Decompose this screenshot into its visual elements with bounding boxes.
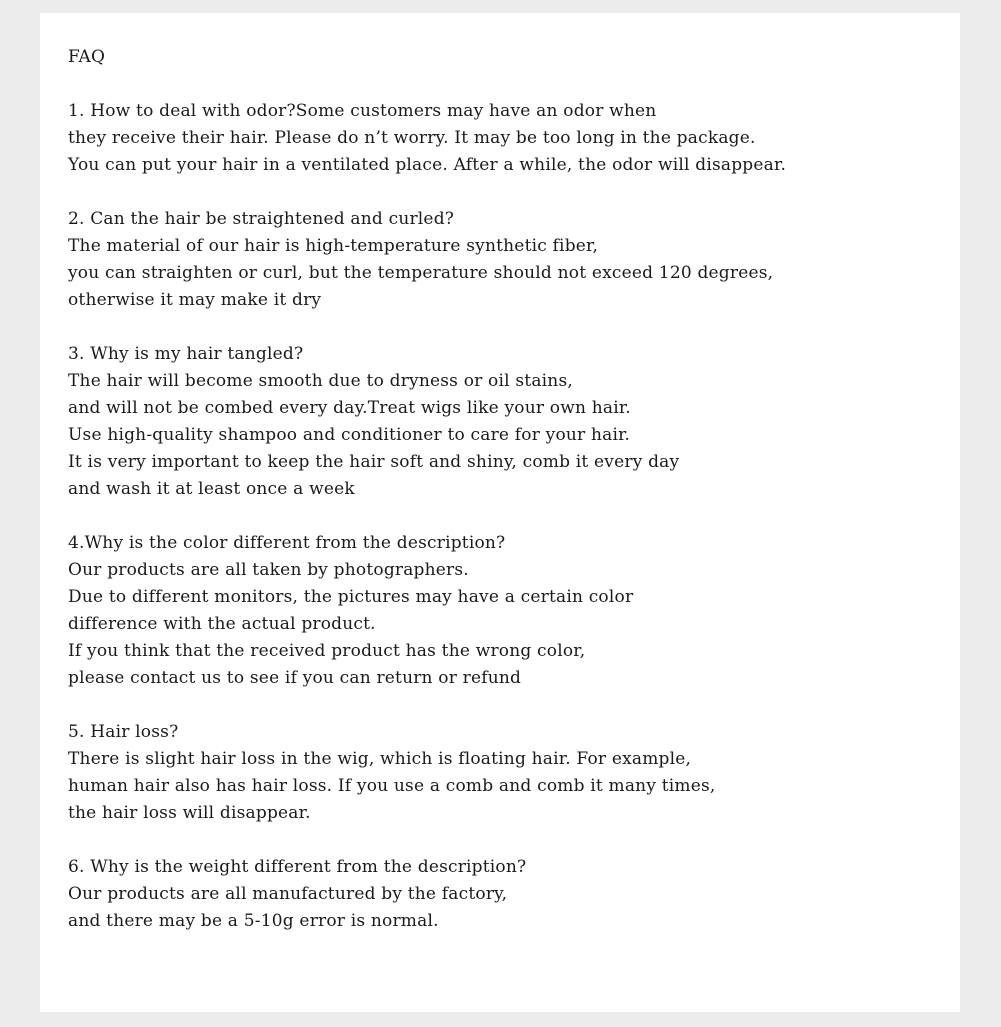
- faq-answer-line: Our products are all manufactured by the factory,: [68, 884, 508, 904]
- faq-question: 6. Why is the weight different from the description?: [68, 857, 527, 877]
- faq-answer-line: and wash it at least once a week: [68, 479, 355, 499]
- faq-page: [40, 13, 960, 1012]
- faq-answer-line: human hair also has hair loss. If you use a comb and comb it many times,: [68, 776, 716, 796]
- faq-answer-line: There is slight hair loss in the wig, which is floating hair. For example,: [68, 749, 692, 769]
- faq-answer-line: the hair loss will disappear.: [68, 803, 311, 823]
- faq-answer-line: they receive their hair. Please do n’t worry. It may be too long in the package.: [68, 128, 756, 148]
- faq-question: 4.Why is the color different from the description?: [68, 533, 506, 553]
- faq-item-6: [68, 854, 958, 935]
- faq-answer-line: otherwise it may make it dry: [68, 290, 322, 310]
- faq-item-5: [68, 719, 958, 827]
- faq-answer-line: You can put your hair in a ventilated place. After a while, the odor will disappear.: [68, 155, 787, 175]
- faq-item-1: [68, 98, 958, 179]
- faq-answer-line: Due to different monitors, the pictures may have a certain color: [68, 587, 634, 607]
- faq-item-2: [68, 206, 958, 314]
- faq-question: 1. How to deal with odor?Some customers may have an odor when: [68, 101, 657, 121]
- faq-answer-line: and there may be a 5-10g error is normal.: [68, 911, 439, 931]
- faq-content: [68, 44, 958, 935]
- faq-answer-line: please contact us to see if you can return or refund: [68, 668, 522, 688]
- faq-answer-line: The hair will become smooth due to dryness or oil stains,: [68, 371, 573, 391]
- faq-answer-line: and will not be combed every day.Treat wigs like your own hair.: [68, 398, 631, 418]
- faq-answer-line: you can straighten or curl, but the temperature should not exceed 120 degrees,: [68, 263, 774, 283]
- faq-answer-line: Use high-quality shampoo and conditioner to care for your hair.: [68, 425, 631, 445]
- faq-answer-line: difference with the actual product.: [68, 614, 376, 634]
- faq-answer-line: It is very important to keep the hair soft and shiny, comb it every day: [68, 452, 680, 472]
- faq-answer-line: Our products are all taken by photographers.: [68, 560, 469, 580]
- faq-item-4: [68, 530, 958, 692]
- faq-answer-line: If you think that the received product has the wrong color,: [68, 641, 586, 661]
- faq-question: 3. Why is my hair tangled?: [68, 344, 304, 364]
- faq-answer-line: The material of our hair is high-temperature synthetic fiber,: [68, 236, 599, 256]
- faq-question: 5. Hair loss?: [68, 722, 179, 742]
- faq-heading: FAQ: [68, 47, 106, 67]
- faq-question: 2. Can the hair be straightened and curled?: [68, 209, 455, 229]
- faq-item-3: [68, 341, 958, 503]
